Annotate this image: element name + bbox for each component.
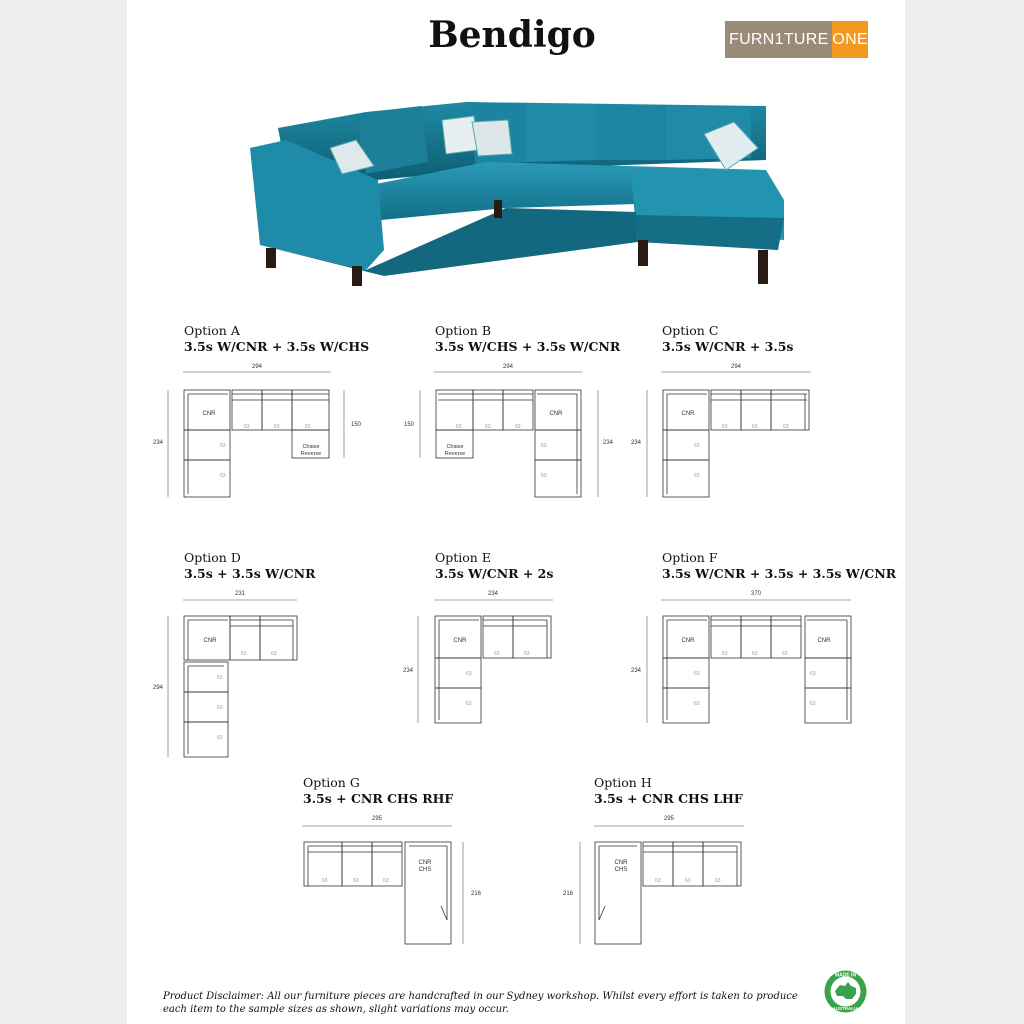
- option-a-chaise-label: Chaise: [302, 444, 320, 450]
- option-b-chaise-label: Chaise: [446, 444, 464, 450]
- option-f-seat-label: 63: [752, 651, 758, 657]
- option-h-depth-label: 216: [562, 891, 574, 897]
- option-c-cnr-label: CNR: [681, 411, 695, 417]
- option-c-seat-label: 63: [722, 424, 728, 430]
- option-g-config: 3.5s + CNR CHS RHF: [303, 791, 454, 806]
- option-a-depth-label: 234: [152, 440, 164, 446]
- option-b-depth-label: 234: [602, 440, 614, 446]
- option-d-name: Option D: [184, 550, 241, 565]
- option-h-seat-label: 63: [685, 878, 691, 884]
- option-f-seat-label: 63: [782, 651, 788, 657]
- page-title: Bendigo: [428, 14, 596, 56]
- option-e-cnr-label: CNR: [453, 638, 467, 644]
- option-a-config: 3.5s W/CNR + 3.5s W/CHS: [184, 339, 370, 354]
- option-e-seat-label: 63: [466, 701, 472, 707]
- diagram-option-h: [563, 816, 744, 944]
- option-b-side-label: 150: [403, 422, 415, 428]
- option-h-config: 3.5s + CNR CHS LHF: [594, 791, 743, 806]
- logo-text-furniture: FURN1TURE: [725, 21, 832, 58]
- option-e-config: 3.5s W/CNR + 2s: [435, 566, 554, 581]
- option-f-width-label: 370: [750, 591, 762, 597]
- option-d-width-label: 231: [234, 591, 246, 597]
- option-b-name: Option B: [435, 323, 492, 338]
- badge-line-2: AUSTRALIA: [832, 1006, 859, 1011]
- option-b-config: 3.5s W/CHS + 3.5s W/CNR: [435, 339, 621, 354]
- option-d-seat-label: 63: [271, 651, 277, 657]
- diagram-option-c: [631, 364, 811, 497]
- option-e-depth-label: 234: [402, 668, 414, 674]
- option-e-seat-label: 63: [524, 651, 530, 657]
- option-f-seat-label: 63: [694, 701, 700, 707]
- option-c-seat-label: 63: [694, 443, 700, 449]
- option-a-seat-label: 63: [274, 424, 280, 430]
- option-h-seat-label: 63: [715, 878, 721, 884]
- option-f-seat-label: 63: [810, 671, 816, 677]
- option-h-width-label: 295: [663, 816, 675, 822]
- option-a-seat-label: 63: [220, 473, 226, 479]
- option-a-seat-label: 63: [244, 424, 250, 430]
- option-d-seat-label: 63: [217, 735, 223, 741]
- option-g-cnr-label: CNR: [418, 860, 432, 866]
- option-g-seat-label: 63: [383, 878, 389, 884]
- option-a-seat-label: 63: [305, 424, 311, 430]
- made-in-australia-badge: [823, 969, 868, 1014]
- option-f-seat-label: 63: [694, 671, 700, 677]
- option-d-seat-label: 63: [217, 705, 223, 711]
- diagram-option-g: [302, 816, 482, 944]
- option-b-width-label: 294: [502, 364, 514, 370]
- diagram-option-d: [153, 591, 297, 757]
- option-d-cnr-label: CNR: [203, 638, 217, 644]
- option-d-depth-label: 294: [152, 685, 164, 691]
- option-h-seat-label: 63: [655, 878, 661, 884]
- option-h-chs-label: CHS: [614, 867, 628, 873]
- option-f-seat-label: 63: [722, 651, 728, 657]
- diagram-option-a: [153, 364, 362, 497]
- option-g-seat-label: 63: [322, 878, 328, 884]
- option-b-seat-label: 63: [515, 424, 521, 430]
- option-d-seat-label: 63: [217, 675, 223, 681]
- product-disclaimer: Product Disclaimer: All our furniture pieces are handcrafted in our Sydney workshop. Whilst every effort is taken to produce each item to the sample sizes as shown, slight variations may occur.: [163, 991, 798, 1015]
- option-e-seat-label: 63: [494, 651, 500, 657]
- option-h-cnr-label: CNR: [614, 860, 628, 866]
- option-a-side-label: 150: [350, 422, 362, 428]
- option-b-seat-label: 63: [456, 424, 462, 430]
- option-f-config: 3.5s W/CNR + 3.5s + 3.5s W/CNR: [662, 566, 897, 581]
- option-c-seat-label: 63: [694, 473, 700, 479]
- option-a-cnr-label: CNR: [202, 411, 216, 417]
- option-e-width-label: 234: [487, 591, 499, 597]
- option-d-seat-label: 63: [241, 651, 247, 657]
- diagram-option-e: [403, 591, 553, 723]
- option-e-name: Option E: [435, 550, 491, 565]
- option-a-width-label: 294: [251, 364, 263, 370]
- option-f-name: Option F: [662, 550, 718, 565]
- diagram-option-f: [631, 591, 851, 723]
- option-c-seat-label: 63: [752, 424, 758, 430]
- badge-line-1: MADE IN: [834, 972, 857, 979]
- option-e-seat-label: 63: [466, 671, 472, 677]
- option-c-name: Option C: [662, 323, 719, 338]
- option-f-depth-label: 234: [630, 668, 642, 674]
- option-c-width-label: 294: [730, 364, 742, 370]
- option-a-reverse-label: Reverse: [300, 451, 322, 457]
- option-h-name: Option H: [594, 775, 652, 790]
- option-f-seat-label: 63: [810, 701, 816, 707]
- option-a-seat-label: 63: [220, 443, 226, 449]
- option-b-seat-label: 63: [541, 473, 547, 479]
- diagram-option-b: [404, 364, 614, 497]
- option-g-name: Option G: [303, 775, 360, 790]
- option-c-seat-label: 63: [783, 424, 789, 430]
- option-c-depth-label: 234: [630, 440, 642, 446]
- option-f-cnr-label: CNR: [681, 638, 695, 644]
- option-g-depth-label: 216: [470, 891, 482, 897]
- option-a-name: Option A: [184, 323, 240, 338]
- option-g-chs-label: CHS: [418, 867, 432, 873]
- option-g-width-label: 295: [371, 816, 383, 822]
- option-b-cnr-label: CNR: [549, 411, 563, 417]
- logo-text-one: ONE: [832, 21, 868, 58]
- option-b-reverse-label: Reverse: [444, 451, 466, 457]
- option-b-seat-label: 63: [485, 424, 491, 430]
- option-c-config: 3.5s W/CNR + 3.5s: [662, 339, 794, 354]
- option-b-seat-label: 63: [541, 443, 547, 449]
- option-g-seat-label: 63: [353, 878, 359, 884]
- option-d-config: 3.5s + 3.5s W/CNR: [184, 566, 316, 581]
- option-f-cnr-label-2: CNR: [817, 638, 831, 644]
